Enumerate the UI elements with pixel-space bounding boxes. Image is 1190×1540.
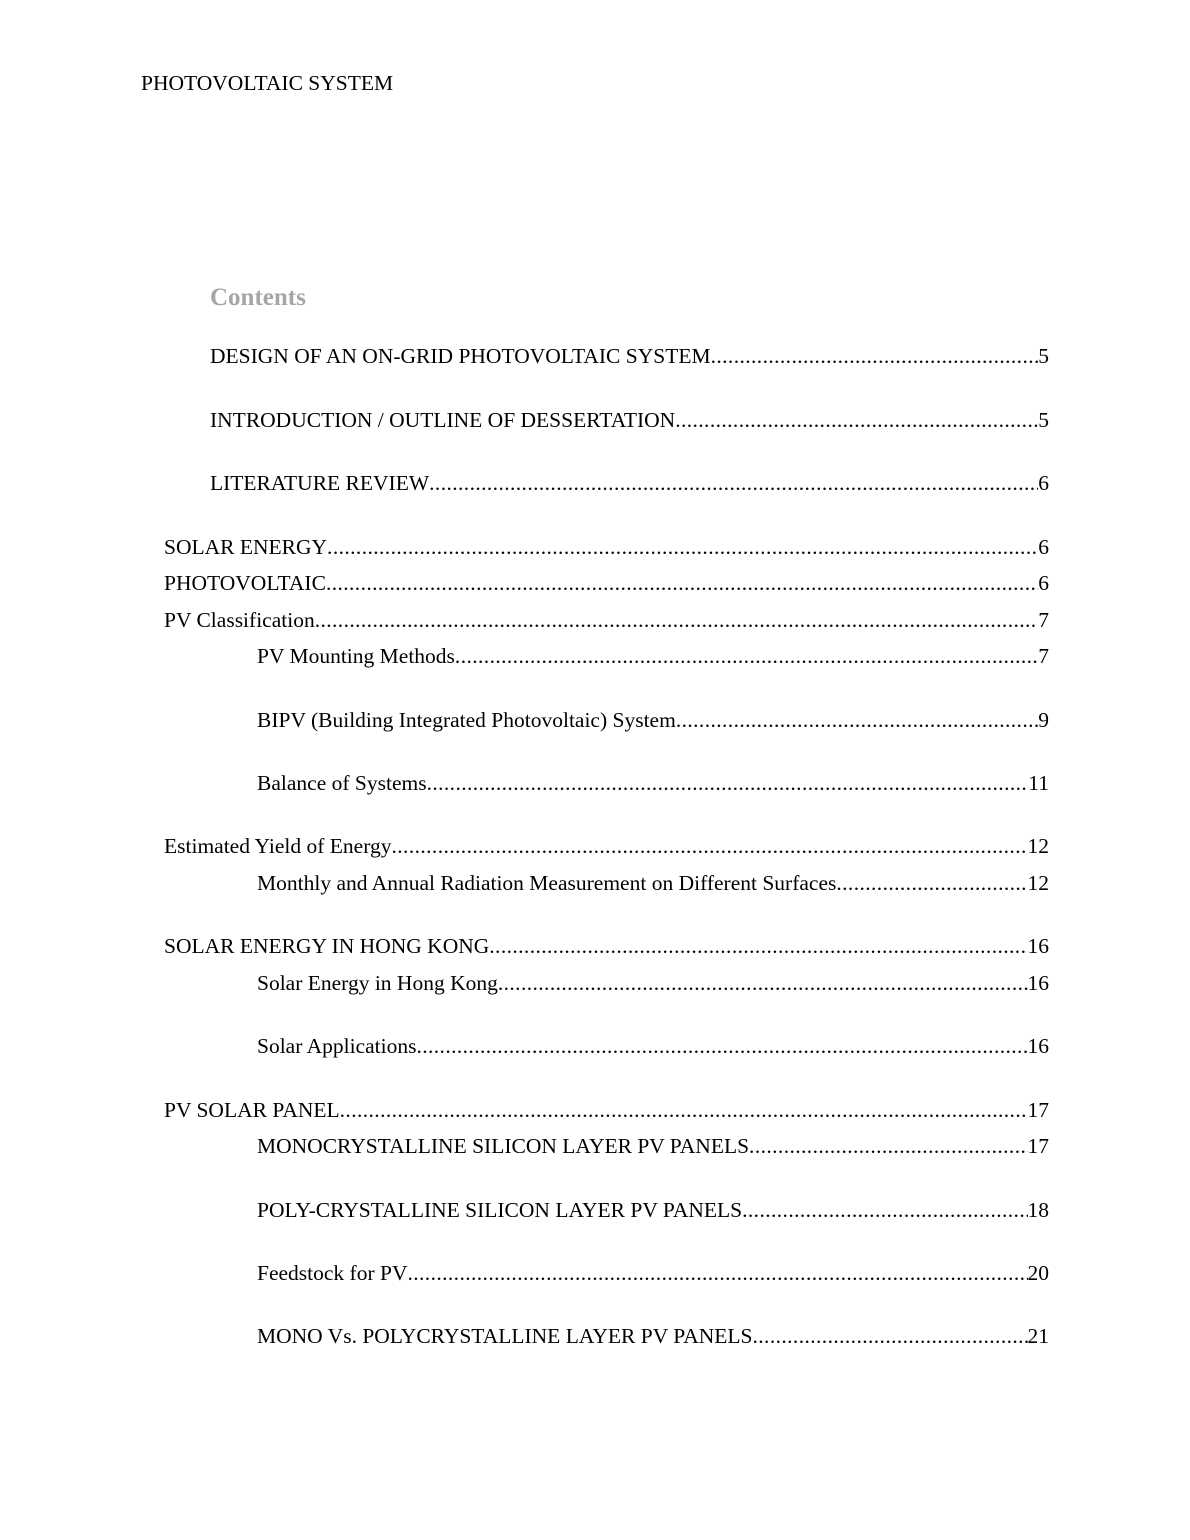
toc-page-number: 6 bbox=[1038, 535, 1049, 559]
toc-entry-title: PHOTOVOLTAIC bbox=[164, 571, 326, 595]
toc-entry[interactable] bbox=[257, 1197, 1049, 1223]
toc-dot-leader bbox=[416, 1033, 1027, 1059]
toc-page-number: 11 bbox=[1028, 771, 1049, 795]
toc-dot-leader bbox=[429, 470, 1038, 496]
toc-page-number: 16 bbox=[1027, 1034, 1049, 1058]
toc-entry-title: Balance of Systems bbox=[257, 771, 427, 795]
running-header: PHOTOVOLTAIC SYSTEM bbox=[141, 71, 394, 95]
toc-entry-title: Solar Applications bbox=[257, 1034, 417, 1058]
toc-entry[interactable] bbox=[210, 343, 1049, 369]
toc-entry[interactable] bbox=[164, 570, 1049, 596]
toc-dot-leader bbox=[742, 1197, 1027, 1223]
toc-entry-title: MONOCRYSTALLINE SILICON LAYER PV PANELS bbox=[257, 1134, 750, 1158]
toc-page-number: 9 bbox=[1038, 708, 1049, 732]
toc-entry-title: Feedstock for PV bbox=[257, 1261, 408, 1285]
toc-entry[interactable] bbox=[210, 407, 1049, 433]
toc-entry-title: MONO Vs. POLYCRYSTALLINE LAYER PV PANELS bbox=[257, 1324, 753, 1348]
toc-page-number: 6 bbox=[1038, 471, 1049, 495]
toc-dot-leader bbox=[427, 770, 1029, 796]
toc-page-number: 12 bbox=[1027, 834, 1049, 858]
toc-dot-leader bbox=[392, 833, 1028, 859]
toc-dot-leader bbox=[455, 643, 1038, 669]
toc-entry-title: INTRODUCTION / OUTLINE OF DESSERTATION bbox=[210, 408, 676, 432]
toc-entry[interactable] bbox=[257, 770, 1049, 796]
toc-dot-leader bbox=[315, 607, 1039, 633]
toc-entry[interactable] bbox=[164, 534, 1049, 560]
toc-dot-leader bbox=[327, 534, 1038, 560]
toc-dot-leader bbox=[407, 1260, 1027, 1286]
toc-entry[interactable] bbox=[257, 1260, 1049, 1286]
toc-entry[interactable] bbox=[257, 1133, 1049, 1159]
toc-entry[interactable] bbox=[164, 607, 1049, 633]
toc-page-number: 16 bbox=[1027, 934, 1049, 958]
toc-entry-title: PV Classification bbox=[164, 608, 315, 632]
toc-entry[interactable] bbox=[257, 870, 1049, 896]
toc-page-number: 18 bbox=[1027, 1198, 1049, 1222]
toc-entry-title: POLY-CRYSTALLINE SILICON LAYER PV PANELS bbox=[257, 1198, 743, 1222]
toc-entry-title: SOLAR ENERGY IN HONG KONG bbox=[164, 934, 490, 958]
toc-page-number: 16 bbox=[1027, 971, 1049, 995]
toc-dot-leader bbox=[676, 707, 1038, 733]
toc-dot-leader bbox=[340, 1097, 1028, 1123]
toc-entry[interactable] bbox=[164, 833, 1049, 859]
toc-page-number: 7 bbox=[1038, 608, 1049, 632]
toc-page-number: 12 bbox=[1027, 871, 1049, 895]
toc-entry-title: DESIGN OF AN ON-GRID PHOTOVOLTAIC SYSTEM bbox=[210, 344, 711, 368]
toc-page-number: 5 bbox=[1038, 408, 1049, 432]
toc-entry-title: Solar Energy in Hong Kong bbox=[257, 971, 498, 995]
toc-dot-leader bbox=[498, 970, 1028, 996]
toc-entry[interactable] bbox=[257, 707, 1049, 733]
toc-dot-leader bbox=[489, 933, 1027, 959]
toc-entry-title: Estimated Yield of Energy bbox=[164, 834, 392, 858]
toc-dot-leader bbox=[749, 1133, 1027, 1159]
toc-dot-leader bbox=[711, 343, 1039, 369]
toc-page-number: 17 bbox=[1027, 1098, 1049, 1122]
toc-entry[interactable] bbox=[164, 1097, 1049, 1123]
toc-entry-title: SOLAR ENERGY bbox=[164, 535, 328, 559]
toc-entry-title: PV Mounting Methods bbox=[257, 644, 455, 668]
toc-page-number: 17 bbox=[1027, 1134, 1049, 1158]
toc-entry-title: BIPV (Building Integrated Photovoltaic) System bbox=[257, 708, 676, 732]
toc-page-number: 7 bbox=[1038, 644, 1049, 668]
toc-page-number: 6 bbox=[1038, 571, 1049, 595]
toc-entry[interactable] bbox=[210, 470, 1049, 496]
toc-entry-title: PV SOLAR PANEL bbox=[164, 1098, 340, 1122]
toc-dot-leader bbox=[326, 570, 1038, 596]
toc-entry[interactable] bbox=[164, 933, 1049, 959]
toc-page-number: 21 bbox=[1027, 1324, 1049, 1348]
toc-entry-title: LITERATURE REVIEW bbox=[210, 471, 430, 495]
toc-entry[interactable] bbox=[257, 1033, 1049, 1059]
toc-dot-leader bbox=[836, 870, 1027, 896]
toc-entry[interactable] bbox=[257, 1323, 1049, 1349]
toc-heading: Contents bbox=[210, 284, 306, 311]
toc-dot-leader bbox=[675, 407, 1038, 433]
toc-entry[interactable] bbox=[257, 643, 1049, 669]
toc-page-number: 5 bbox=[1038, 344, 1049, 368]
toc-entry-title: Monthly and Annual Radiation Measurement on Different Surfaces bbox=[257, 871, 837, 895]
toc-page-number: 20 bbox=[1027, 1261, 1049, 1285]
toc-entry[interactable] bbox=[257, 970, 1049, 996]
toc-dot-leader bbox=[753, 1323, 1028, 1349]
